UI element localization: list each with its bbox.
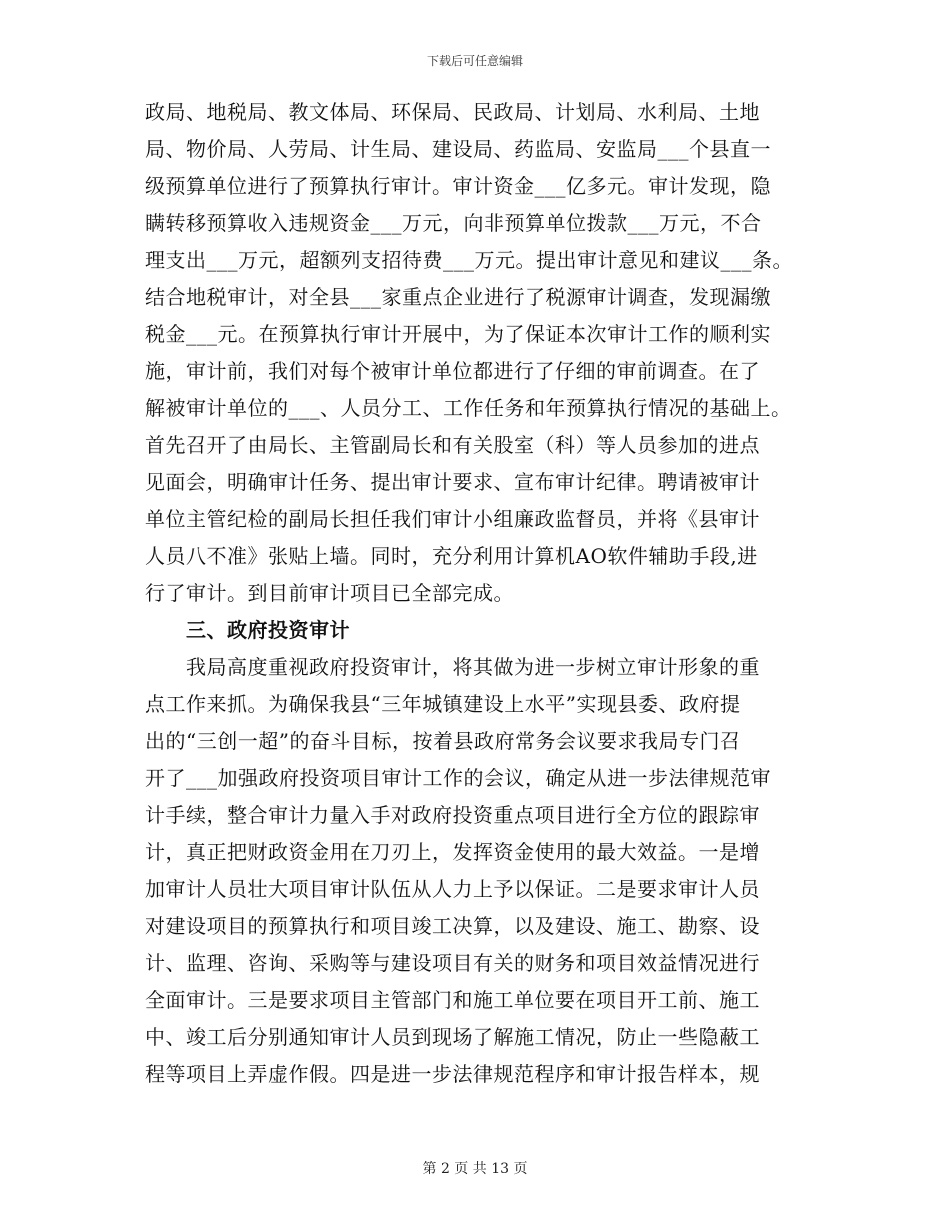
body-line: 结合地税审计，对全县___家重点企业进行了税源审计调查，发现漏缴: [145, 285, 771, 309]
body-line: 出的“三创一超”的奋斗目标，按着县政府常务会议要求我局专门召: [145, 729, 741, 753]
body-line: 级预算单位进行了预算执行审计。审计资金___亿多元。审计发现，隐: [145, 174, 771, 198]
page-header: 下载后可任意编辑: [426, 54, 523, 68]
body-line: 全面审计。三是要求项目主管部门和施工单位要在项目开工前、施工: [145, 988, 760, 1012]
body-line: 计手续，整合审计力量入手对政府投资重点项目进行全方位的跟踪审: [145, 803, 760, 827]
body-line: 计，真正把财政资金用在刀刃上，发挥资金使用的最大效益。一是增: [145, 840, 760, 864]
body-line: 人员八不准》张贴上墙。同时，充分利用计算机AO软件辅助手段,进: [145, 544, 758, 568]
body-line: 对建设项目的预算执行和项目竣工决算，以及建设、施工、勘察、设: [145, 914, 760, 938]
body-line: 中、竣工后分别通知审计人员到现场了解施工情况，防止一些隐蔽工: [145, 1025, 760, 1049]
body-line: 税金___元。在预算执行审计开展中，为了保证本次审计工作的顺利实: [145, 322, 771, 346]
body-line: 我局高度重视政府投资审计，将其做为进一步树立审计形象的重: [186, 655, 760, 679]
body-line: 见面会，明确审计任务、提出审计要求、宣布审计纪律。聘请被审计: [145, 470, 760, 494]
body-line: 开了___加强政府投资项目审计工作的会议，确定从进一步法律规范审: [145, 766, 771, 790]
body-line: 程等项目上弄虚作假。四是进一步法律规范程序和审计报告样本，规: [145, 1062, 760, 1086]
body-line: 瞒转移预算收入违规资金___万元，向非预算单位拨款___万元，不合: [145, 211, 762, 235]
body-line: 解被审计单位的___、人员分工、工作任务和年预算执行情况的基础上。: [145, 396, 792, 420]
body-line: 施，审计前，我们对每个被审计单位都进行了仔细的审前调查。在了: [145, 359, 760, 383]
page-footer: 第 2 页 共 13 页: [422, 1161, 528, 1177]
body-line: 政局、地税局、教文体局、环保局、民政局、计划局、水利局、土地: [145, 100, 760, 124]
body-line: 理支出___万元，超额列支招待费___万元。提出审计意见和建议___条。: [145, 248, 793, 272]
body-line: 局、物价局、人劳局、计生局、建设局、药监局、安监局___个县直一: [145, 137, 771, 161]
body-line: 加审计人员壮大项目审计队伍从人力上予以保证。二是要求审计人员: [145, 877, 760, 901]
body-line: 行了审计。到目前审计项目已全部完成。: [145, 581, 514, 605]
body-line: 单位主管纪检的副局长担任我们审计小组廉政监督员，并将《县审计: [145, 507, 760, 531]
section-heading: 三、政府投资审计: [186, 618, 350, 642]
body-line: 点工作来抓。为确保我县“三年城镇建设上水平”实现县委、政府提: [145, 692, 741, 716]
body-line: 首先召开了由局长、主管副局长和有关股室（科）等人员参加的进点: [145, 433, 760, 457]
body-line: 计、监理、咨询、采购等与建设项目有关的财务和项目效益情况进行: [145, 951, 760, 975]
